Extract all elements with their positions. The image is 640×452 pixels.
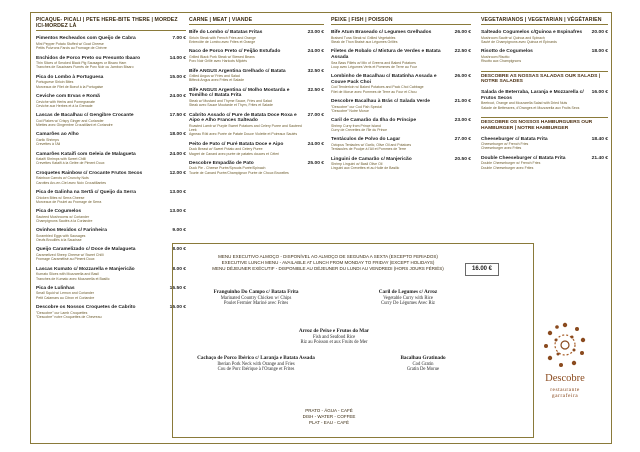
item-description: Grilled Angus w/ Fries and Salad Bifteck Angus avec Frites et Salade [189, 74, 245, 83]
item-list [481, 137, 608, 170]
item-price: 13.00 € [169, 189, 186, 195]
menu-item [36, 190, 186, 204]
menu-item [36, 56, 186, 70]
section-heading: PEIXE | FISH | POISSON [331, 17, 471, 25]
menu-item [331, 49, 471, 69]
menu-item [36, 113, 186, 127]
item-title: Pimentos Recheados com Queijo de Cabra [36, 36, 136, 42]
item-description: Steak w/ Mustard and Thyme Sauce, Fries and Salad Steak avec Sauce Moutarde et Thym, Frites et Salade [189, 98, 273, 108]
menu-item [36, 209, 186, 223]
dish-fr: Curry De Légumes Avec Riz [380, 301, 436, 306]
item-price: 23.00 € [454, 118, 471, 124]
menu-item [189, 113, 324, 137]
item-title: Lascas de Bacalhau c/ Gengibre Crocante [36, 113, 134, 119]
item-description: Mini Pepper Potato Stuffed w/ Goat Cheese Petits Poivrons Farcis au Fromage de Chèvre [36, 42, 107, 51]
executive-lunch-box [169, 243, 534, 438]
menu-item [331, 157, 471, 171]
item-title: Descobre Bacalhau à Brás c/ Salada Verde [331, 98, 430, 104]
item-title: Enchidos de Porco Preto ou Presunto Ibaaro [36, 55, 141, 61]
dish-en: Iberian Pork Neck with Orange and Fries [217, 361, 295, 367]
drinks-pt: PRATO - ÁGUA - CAFÉ [305, 408, 353, 413]
item-price: 13.00 € [169, 209, 186, 215]
menu-item [331, 30, 471, 44]
item-description: Cod Tenderloin w/ Baked Potatoes and Pack Choi Cabbage Filet de Morue avec Pommes de Terre au Four et Chou [331, 85, 424, 94]
lunch-dish [373, 356, 473, 373]
menu-item [36, 94, 186, 108]
item-price: 8.00 € [172, 266, 186, 272]
item-title: Peito de Pato c/ Puré Batata Doce e Aipo [189, 141, 284, 147]
logo-subtitle-1: restaurante [550, 387, 580, 393]
item-price: 22.50 € [454, 49, 471, 55]
item-price: 26.00 € [454, 30, 471, 36]
logo-mark-icon [532, 317, 598, 373]
item-description: Garlic Shrimps Crevettes à l'Ail [36, 137, 61, 147]
column-petiscos [36, 17, 186, 319]
item-price: 15.00 € [169, 305, 186, 311]
item-price: 25.00 € [307, 160, 324, 166]
item-price: 21.40 € [591, 155, 608, 161]
item-description: Ceviche with Herbs and Pomegranate Ceviche aux Herbes et à la Grenade [36, 99, 95, 108]
item-description: Duck Pie - Cheese Purée/Sprouts Purée/Spinach Tourte de Canard Purée/Champignon Purée de Choux Bruxelles [189, 166, 289, 175]
lunch-heading-fr: MENU DÉJEUNER EXÉCUTIF - DISPONIBLE AU DÉJEUNER DU LUNDI AU VENDREDI (HORS JOURS FÉRIÉS) [212, 266, 444, 272]
menu-item [36, 75, 186, 89]
lunch-drinks [293, 408, 365, 426]
item-description: Roasted Lamb w/ Purple Sweet Potatoes and Celery Puree and Sauteed Leek Agneau Rôti avec Purée de Patate Douce Violette et Poireaux Sautés [189, 123, 302, 137]
item-title: Bife ANGUS Argentina c/ Molho Mostarda e Tomilho c/ Batata Frita [189, 87, 290, 99]
menu-item [189, 30, 324, 44]
item-description: Beetroot, Orange and Mozzarella Salad with Dried Nuts Salade de Betteraves, d'Oranges et Mozzarella aux Fruits Secs [481, 101, 580, 110]
item-price: 18.00 € [169, 132, 186, 138]
item-price: 20.50 € [454, 156, 471, 162]
menu-item [331, 118, 471, 132]
menu-item [36, 228, 186, 242]
item-title: Ovinhos Mexidos c/ Farinheira [36, 228, 107, 234]
item-price: 18.00 € [591, 49, 608, 55]
menu-item [189, 88, 324, 108]
item-list [481, 30, 608, 63]
item-title: Queijo Caramelizado c/ Doce de Malagueta [36, 247, 136, 253]
item-price: 12.00 € [169, 170, 186, 176]
menu-item [189, 49, 324, 63]
item-price: 21.00 € [454, 98, 471, 104]
item-price: 26.00 € [454, 74, 471, 80]
item-title: Salada de Beterraba, Laranja e Mozzarella c/ Frutos Secos [481, 90, 584, 101]
item-price: 20.00 € [591, 30, 608, 36]
item-title: Pica de Cogumelos [36, 209, 82, 215]
column-vegetarian [481, 17, 608, 170]
item-list [331, 30, 471, 171]
item-price: 24.00 € [169, 151, 186, 157]
column-fish [331, 17, 471, 171]
menu-item [36, 171, 186, 185]
item-title: Cheeseburger c/ Batata Frita [481, 136, 548, 142]
item-price: 24.00 € [307, 141, 324, 147]
menu-item [36, 267, 186, 281]
menu-item [189, 142, 324, 156]
logo-subtitle [532, 387, 598, 399]
dish-fr: Poulet Fermier Mariné avec Frites [223, 301, 289, 306]
logo-subtitle-2: garrafeira [551, 393, 579, 400]
item-price: 7.00 € [172, 36, 186, 42]
menu-item [189, 161, 324, 175]
lunch-heading-en: EXECUTIVE LUNCH MENU - AVAILABLE AT LUNCH FROM MONDAY TO FRIDAY (EXCEPT HOLIDAYS) [221, 260, 435, 266]
item-price: 15.00 € [169, 74, 186, 80]
menu-item [481, 156, 608, 170]
section-heading: PICAQUE- PICALI | PETE HERE-BITE THERE | MORDEZ ICI-MORDEZ LÀ [36, 17, 186, 31]
item-description: Shrimp Linguini w/ Basil Olive Oil Linguini aux Crevettes et au Huile de Basilic [331, 162, 400, 171]
item-description: Small Squid w/ Lemon and Coriander Petit Calamars au Citron et Coriandre [36, 291, 95, 300]
menu-item [36, 247, 186, 261]
item-price: 16.50 € [169, 285, 186, 291]
menu-item [36, 36, 186, 50]
item-description: Thin Slices of Smoked Black Pig Sausages or Bisaro Ham Tranches de Saucisses Fumés de Porc Noir ou Jambon Bisaro [36, 61, 134, 70]
item-description: Duck Breast w/ Sweet Potato and Celery Puree Magret de Canard avec purée de patates douces et Céleri [189, 147, 280, 156]
item-title: Naco de Porco Preto c/ Feijão Estufado [189, 49, 281, 55]
menu-item [36, 286, 186, 300]
item-title: Salteado Cogumelos c/Quinoa e Espinafres [481, 30, 583, 36]
dish-title: Cachaço de Porco Ibérico c/ Laranja e Batata Assada [197, 355, 315, 361]
lunch-dish [353, 290, 463, 307]
item-title: Pica de Galinha na Sertã c/ Queijo da Serra [36, 189, 137, 195]
item-title: Linguini de Camarão c/ Manjericão [331, 156, 412, 162]
item-title: Bife ANGUS Argentina Grelhado c/ Batata [189, 68, 286, 74]
item-description: Kumato Slices with Mozzarella and Basil Tranches de Kumato avec Mozzarella et Basilic [36, 272, 110, 281]
dish-title: Franguinho Do Campo c/ Batata Frita [213, 289, 299, 295]
item-title: Descobre os Nossos Croquetes de Cabrito [36, 305, 136, 311]
item-title: Lascas Kumato c/ Mozzarella e Manjericão [36, 266, 135, 272]
menu-item [189, 69, 324, 83]
menu-item [36, 132, 186, 146]
lunch-price: 16.00 € [465, 263, 499, 276]
item-price: 32.50 € [307, 87, 324, 93]
section-heading: VEGETARIANOS | VEGETARIAN | VÉGÉTARIEN [481, 17, 608, 25]
item-price: 8.00 € [172, 247, 186, 253]
dish-title: Bacalhau Gratinado [400, 355, 446, 361]
item-description: Mushroom Sauté w/ Quinoa and Spinach Sauté de Champignons avec Quinoa et Épinards [481, 35, 557, 45]
menu-item [481, 90, 608, 110]
item-title: Risotto de Cogumelos [481, 49, 533, 55]
dish-en: Marinated Country Chicken w/ Chips [220, 295, 292, 301]
item-list [36, 36, 186, 319]
menu-item [481, 137, 608, 151]
item-description: Chicken Bites w/ Serra Cheese Morceaux de Poulet au Fromage de Serra [36, 195, 102, 204]
item-description: Rainbow Carrots w/ Crunchy Nuts Carottes Arc-en-Ciel avec Noix Croustillantes [36, 176, 107, 185]
item-price: 27.00 € [454, 137, 471, 143]
item-description: Grilled Black Pork Steak w/ Stewed Beans Porc Noir Grillé avec Haricots Mijotés [189, 54, 255, 64]
logo-name: Descobre [545, 373, 585, 384]
item-price: 27.00 € [307, 112, 324, 118]
dish-fr: Cou de Porc Ibérique à l'Orange et Frites [217, 367, 295, 372]
item-description: Cheeseburger w/ French Fries Cheeseburger avec Frites [481, 142, 529, 151]
item-title: Croquetes Rainbow c/ Crocante Frutos Secos [36, 170, 143, 176]
item-description: Sea Bass Fillets w/ Mix of Greens and Baked Potatoes Loup avec Légumes Verts et Pommes de Terre au Four [331, 60, 417, 69]
item-description: Kataifi Shrimps with Sweet Chilli Crevettes Kataifi à la Gelée de Piment Doux [36, 157, 105, 166]
item-title: Camarões ao Alho [36, 132, 79, 138]
menu-item [331, 74, 471, 94]
item-price: 18.40 € [591, 136, 608, 142]
item-description: Mushroom Risotto Risotto aux Champignons [481, 54, 522, 64]
item-description: "Descobre" our Lamb Croquettes "Descobre" notre Croquettes de Chevreau [36, 310, 102, 319]
item-price: 14.00 € [169, 55, 186, 61]
item-description: Shrimp Curry from Prince Island Curry de Crevettes de l'Île du Prince [331, 123, 388, 133]
dish-title: Arroz de Peixe e Frutos do Mar [298, 328, 370, 334]
item-title: Pica do Lombo à Portuguesa [36, 74, 104, 80]
item-description: Sirloin Steak with French Fries and Orange Entrecôte de Lombo avec Frites et Orange [189, 35, 256, 45]
lunch-heading [193, 254, 463, 273]
menu-item [331, 137, 471, 151]
item-list [481, 90, 608, 110]
dish-fr: Riz au Poisson et aux Fruits de Mer [300, 340, 368, 345]
item-price: 17.50 € [169, 113, 186, 119]
item-title: Camarões Kataifi com Geleia de Malagueta [36, 151, 136, 157]
dish-en: Vegetable Curry with Rice [383, 295, 433, 301]
item-price: 23.00 € [307, 30, 324, 36]
hamburgers-heading: DESCOBRE OS NOSSOS HAMBURGUERS OUR HAMBURGER | NOTRE HAMBURGER [481, 117, 608, 132]
item-description: Caramelized Sheep Cheese w/ Sweet Chilli Fromage Caramélisé au Piment Doux [36, 253, 104, 262]
lunch-dish [173, 356, 339, 373]
item-title: Bife do Lombo c/ Batatas Fritas [189, 30, 263, 36]
item-description: Cod Flakes w/ Crispy Ginger and Coriander Miettes avec Gingembre Croustillant et Coriandre [36, 118, 113, 128]
menu-item [36, 305, 186, 319]
restaurant-logo [532, 317, 598, 427]
menu-item [331, 99, 471, 113]
item-price: 32.50 € [307, 68, 324, 74]
item-title: Bife Atum Braseado c/ Legumes Grelhados [331, 30, 432, 36]
item-description: Scrambled Eggs with Sausages Oeufs Brouillés à la Saucisse [36, 233, 86, 243]
item-description: Sauteed Mushrooms w/ Coriander Champignons Sautés à la Coriandre [36, 214, 93, 223]
item-description: Braised Tuna Steak w/ Grilled Vegetables Steak de Thon Braisé aux Légumes Grillés [331, 35, 398, 45]
lunch-heading-pt: MENU EXECUTIVO ALMOÇO - DISPONÍVEL AO ALMOÇO DE SEGUNDA A SEXTA (EXCEPTO FERIADOS) [218, 254, 438, 259]
section-heading: CARNE | MEAT | VIANDE [189, 17, 324, 25]
item-title: Pica de Lulinhas [36, 285, 75, 291]
item-list [189, 30, 324, 175]
item-description: Double Cheeseburger w/ French Fries Double Cheeseburger avec Frites [481, 161, 541, 170]
item-price: 24.00 € [307, 49, 324, 55]
salads-heading: DESCOBRE AS NOSSAS SALADAS OUR SALADS | NOTRE SALADES [481, 71, 608, 86]
item-description: Octopus Tentacles w/ Garlic, Olive Oil and Potatoes Tentacules de Poulpe à l'Ail et Pommes de Terre [331, 142, 412, 152]
item-price: 16.00 € [591, 90, 608, 96]
dish-en: Cod Gratin [412, 361, 434, 367]
item-description: Portuguese Sirloin Bites Morceaux de Filet de Boeuf à la Portugaise [36, 80, 104, 89]
item-title: Cabrito Assado c/ Pure de Batata Doce Roxa e Aipo e Alho Frances Salteado [189, 112, 297, 124]
drinks-en: DISH - WATER - COFFEE [302, 414, 356, 419]
item-price: 9.00 € [172, 228, 186, 234]
menu-item [36, 152, 186, 166]
column-meat [189, 17, 324, 175]
lunch-dish [269, 329, 399, 346]
menu-item [481, 30, 608, 44]
item-description: "Descobre" our Cod Fish Special "Descobre" Notre Morue [331, 104, 382, 113]
item-title: Lombinho de Bacalhau c/ Batatinha Assada e Couve Pack Choi [331, 74, 437, 85]
item-price: 24.00 € [169, 93, 186, 99]
lunch-dish [191, 290, 321, 307]
item-title: Ceviche com Ervas e Romã [36, 93, 100, 99]
dish-en: Fish and Seafood Rice [312, 334, 356, 340]
item-title: Filetes de Robalo c/ Mistura de Verdes e Batata Assada [331, 49, 441, 60]
menu-item [481, 49, 608, 63]
item-title: Double Cheeseburger c/ Batata Frita [481, 155, 566, 161]
item-title: Descobre Empadão de Pato [189, 160, 254, 166]
item-title: Tentáculos de Polvo do Lagar [331, 137, 401, 143]
drinks-fr: PLAT - EAU - CAFÉ [308, 420, 350, 425]
dish-title: Caril de Legumes c/ Arroz [378, 289, 438, 295]
item-title: Caril de Camarão da Ilha do Príncipe [331, 118, 417, 124]
dish-fr: Gratin De Morue [406, 367, 440, 372]
